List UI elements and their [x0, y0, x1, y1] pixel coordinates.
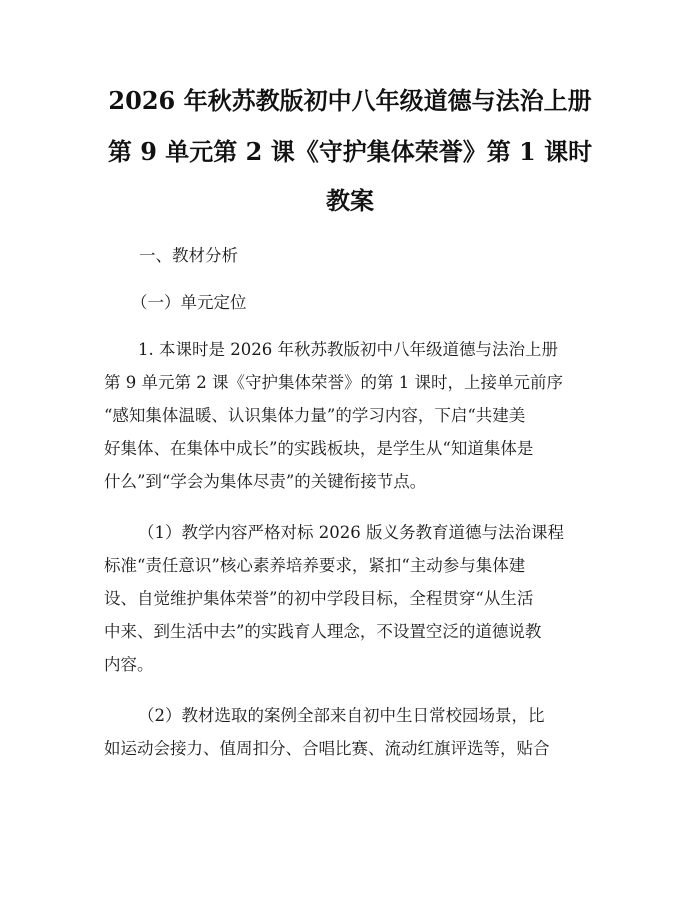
paragraph-1-line-3: “感知集体温暖、认识集体力量”的学习内容，下启“共建美	[104, 406, 526, 425]
subsection-heading: （一）单元定位	[131, 293, 247, 312]
paragraph-2-line-1: （1）教学内容严格对标 2026 版义务教育道德与法治课程	[138, 523, 564, 542]
paragraph-1-line-1: 1. 本课时是 2026 年秋苏教版初中八年级道德与法治上册	[138, 340, 558, 359]
paragraph-1-line-2: 第 9 单元第 2 课《守护集体荣誉》的第 1 课时，上接单元前序	[104, 373, 563, 392]
paragraph-2-line-2: 标准“责任意识”核心素养培养要求，紧扣“主动参与集体建	[104, 556, 526, 575]
paragraph-2-line-5: 内容。	[104, 655, 154, 674]
paragraph-2-line-4: 中来、到生活中去”的实践育人理念，不设置空泛的道德说教	[104, 622, 542, 641]
document-title-line-3: 教案	[326, 186, 374, 215]
paragraph-3-line-2: 如运动会接力、值周扣分、合唱比赛、流动红旗评选等，贴合	[104, 739, 550, 758]
document-title-line-1: 2026 年秋苏教版初中八年级道德与法治上册	[108, 86, 592, 115]
paragraph-3-line-1: （2）教材选取的案例全部来自初中生日常校园场景，比	[138, 706, 545, 725]
section-heading: 一、教材分析	[139, 246, 238, 265]
paragraph-2-line-3: 设、自觉维护集体荣誉”的初中学段目标，全程贯穿“从生活	[104, 589, 534, 608]
paragraph-1-line-4: 好集体、在集体中成长”的实践板块，是学生从“知道集体是	[104, 439, 534, 458]
paragraph-1-line-5: 什么”到“学会为集体尽责”的关键衔接节点。	[104, 472, 427, 491]
document-title-line-2: 第 9 单元第 2 课《守护集体荣誉》第 1 课时	[107, 137, 593, 166]
